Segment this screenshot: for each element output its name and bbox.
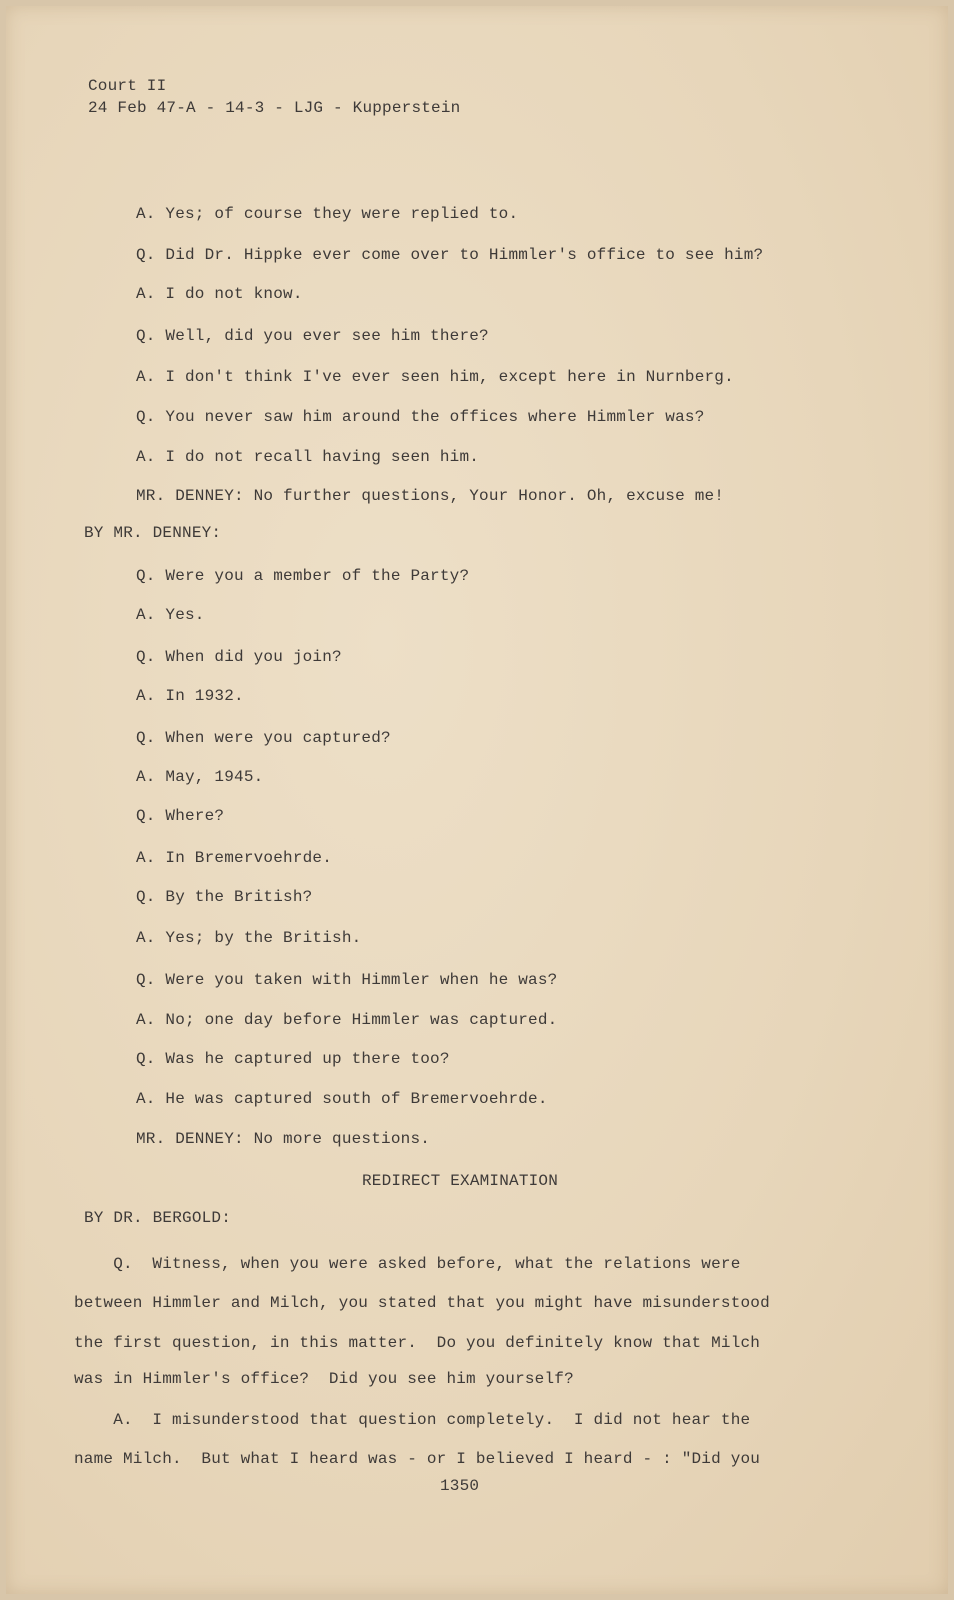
examiner-heading: BY MR. DENNEY: xyxy=(84,524,222,542)
transcript-line: A. No; one day before Himmler was captured. xyxy=(136,1011,558,1029)
transcript-line: MR. DENNEY: No further questions, Your Honor. Oh, excuse me! xyxy=(136,487,725,505)
transcript-line: Q. Witness, when you were asked before, what the relations were xyxy=(74,1255,741,1273)
transcript-line: A. Yes; by the British. xyxy=(136,929,362,947)
transcript-line: Q. You never saw him around the offices where Himmler was? xyxy=(136,408,705,426)
transcript-line: A. Yes. xyxy=(136,606,205,624)
transcript-line: Q. By the British? xyxy=(136,888,313,906)
transcript-line: the first question, in this matter. Do you definitely know that Milch xyxy=(74,1334,761,1352)
transcript-line: A. He was captured south of Bremervoehrde. xyxy=(136,1090,548,1108)
transcript-line: A. I do not know. xyxy=(136,285,303,303)
transcript-line: MR. DENNEY: No more questions. xyxy=(136,1130,431,1148)
transcript-line: A. Yes; of course they were replied to. xyxy=(136,205,519,223)
document-page xyxy=(6,6,948,1594)
transcript-line: Q. Were you taken with Himmler when he was? xyxy=(136,971,558,989)
transcript-line: A. I don't think I've ever seen him, except here in Nurnberg. xyxy=(136,368,734,386)
transcript-line: Q. Well, did you ever see him there? xyxy=(136,327,489,345)
transcript-line: A. May, 1945. xyxy=(136,768,264,786)
transcript-line: Q. Did Dr. Hippke ever come over to Himmler's office to see him? xyxy=(136,246,764,264)
transcript-line: Q. When were you captured? xyxy=(136,729,391,747)
transcript-line: Q. Was he captured up there too? xyxy=(136,1050,450,1068)
page-number: 1350 xyxy=(440,1477,480,1495)
transcript-line: Q. Where? xyxy=(136,807,225,825)
transcript-line: A. In Bremervoehrde. xyxy=(136,849,333,867)
header-court: Court II xyxy=(88,77,167,95)
transcript-line: between Himmler and Milch, you stated that you might have misunderstood xyxy=(74,1294,770,1312)
examiner-heading: BY DR. BERGOLD: xyxy=(84,1209,232,1227)
transcript-line: was in Himmler's office? Did you see him yourself? xyxy=(74,1370,574,1388)
transcript-line: A. In 1932. xyxy=(136,687,244,705)
header-session-info: 24 Feb 47-A - 14-3 - LJG - Kupperstein xyxy=(88,99,461,117)
transcript-line: A. I do not recall having seen him. xyxy=(136,448,480,466)
transcript-line: name Milch. But what I heard was - or I believed I heard - : "Did you xyxy=(74,1450,761,1468)
section-heading: REDIRECT EXAMINATION xyxy=(362,1172,559,1190)
transcript-line: Q. Were you a member of the Party? xyxy=(136,567,470,585)
transcript-line: Q. When did you join? xyxy=(136,648,342,666)
transcript-line: A. I misunderstood that question completely. I did not hear the xyxy=(74,1411,751,1429)
